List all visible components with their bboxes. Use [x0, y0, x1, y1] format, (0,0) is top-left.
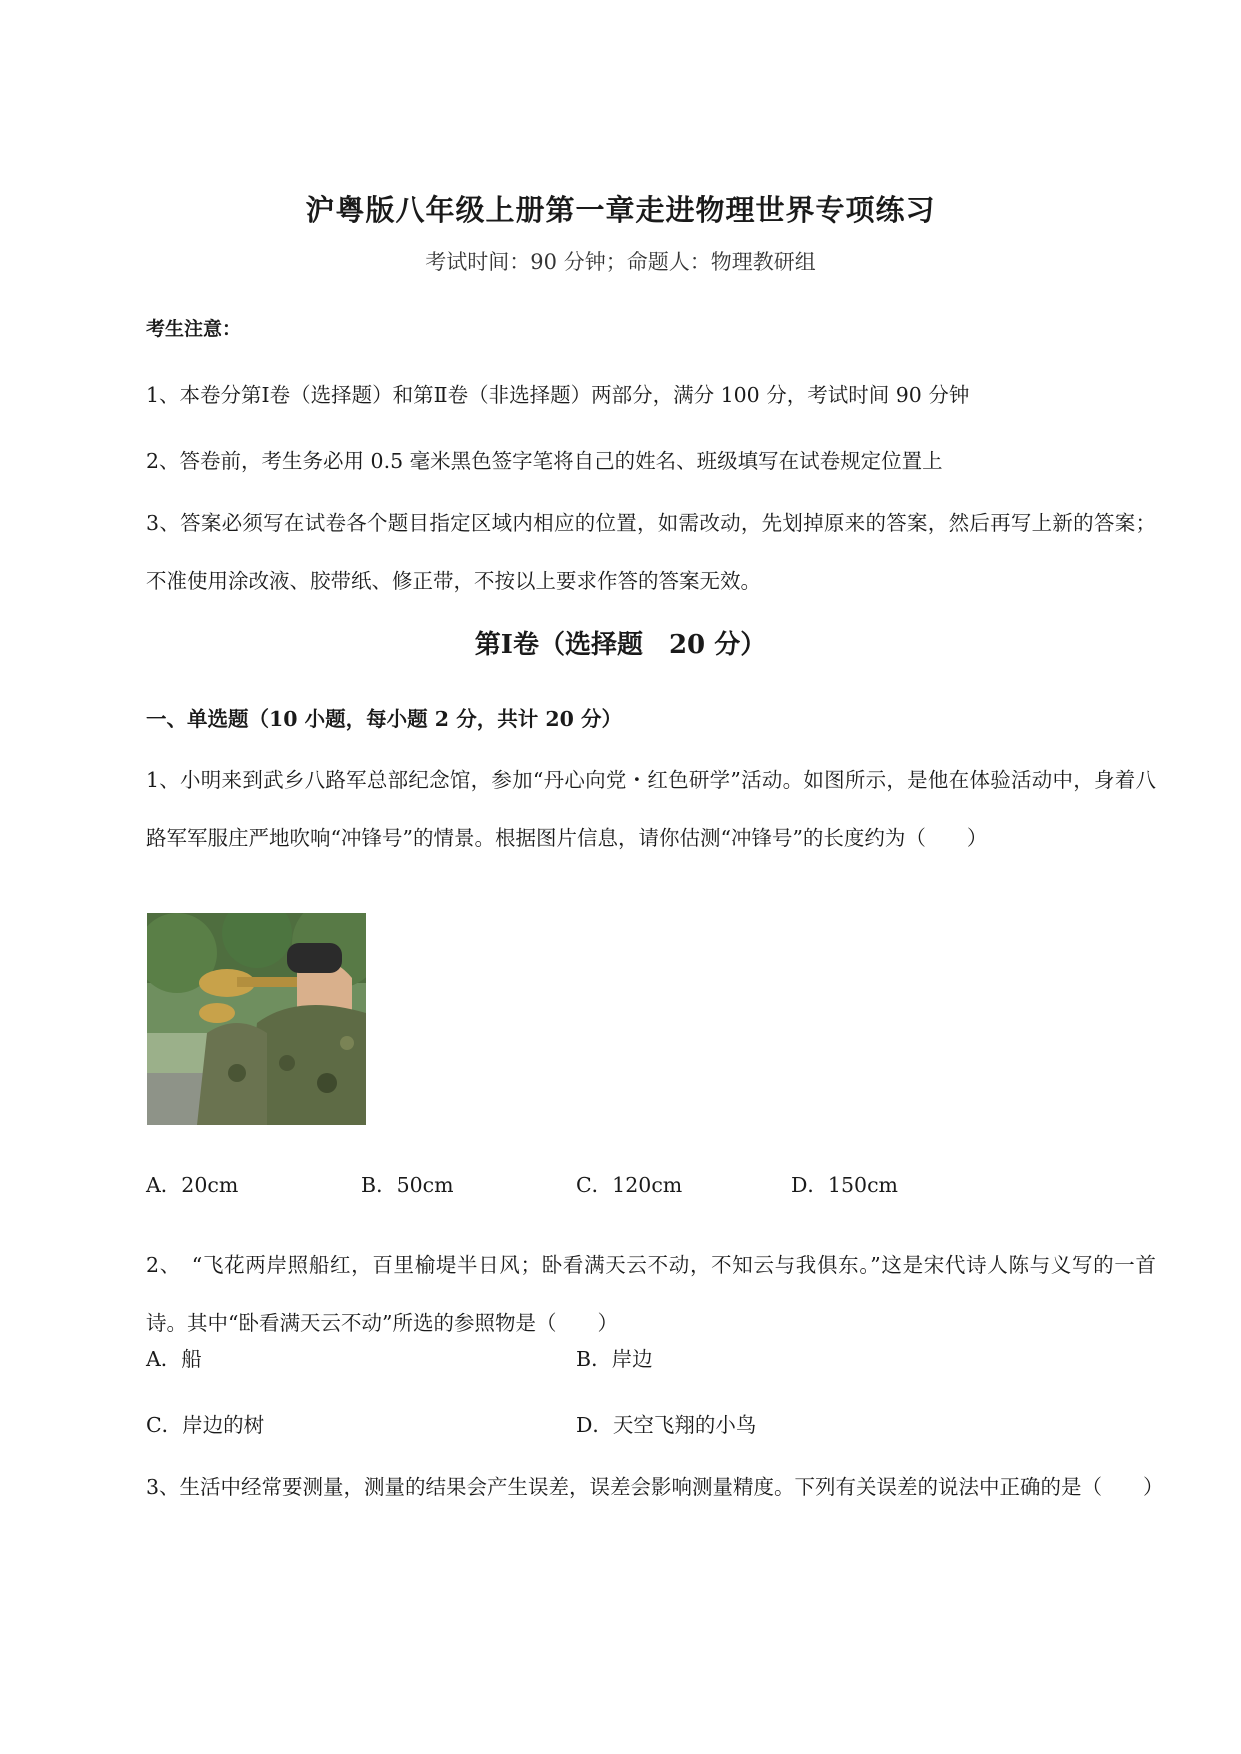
question-1-text: 1、小明来到武乡八路军总部纪念馆，参加“丹心向党・红色研学”活动。如图所示，是他在体验活动中，身着八路军军服庄严地吹响“冲锋号”的情景。根据图片信息，请你估测“冲锋号”的长度约为（ ） [146, 768, 1156, 850]
bugler-photo-illustration [147, 913, 366, 1125]
question-2-option-a: A．船 [146, 1347, 202, 1371]
notice-heading: 考生注意： [146, 318, 242, 340]
question-1-option-d: D．150cm [791, 1173, 898, 1197]
exam-info: 考试时间：90 分钟；命题人：物理教研组 [425, 250, 816, 274]
question-1-option-b: B．50cm [361, 1173, 454, 1197]
question-2-text: 2、 “飞花两岸照船红，百里榆堤半日风；卧看满天云不动，不知云与我俱东。”这是宋代诗人陈与义写的一首诗。其中“卧看满天云不动”所选的参照物是（ ） [146, 1253, 1156, 1335]
question-1-photo [147, 913, 366, 1125]
page-title: 沪粤版八年级上册第一章走进物理世界专项练习 [305, 193, 936, 227]
question-1-option-c: C．120cm [576, 1173, 683, 1197]
question-3-text: 3、生活中经常要测量，测量的结果会产生误差，误差会影响测量精度。下列有关误差的说法中正确的是（ ） [146, 1475, 1164, 1499]
question-1-option-a: A．20cm [146, 1173, 239, 1197]
section-title: 第Ⅰ卷（选择题 20 分） [474, 630, 767, 660]
notice-item-3: 3、答案必须写在试卷各个题目指定区域内相应的位置，如需改动，先划掉原来的答案，然后再写上新的答案；不准使用涂改液、胶带纸、修正带，不按以上要求作答的答案无效。 [146, 511, 1156, 593]
section-subheading: 一、单选题（10 小题，每小题 2 分，共计 20 分） [146, 707, 623, 731]
notice-item-2: 2、答卷前，考生务必用 0.5 毫米黑色签字笔将自己的姓名、班级填写在试卷规定位置上 [146, 449, 943, 473]
question-2-option-d: D．天空飞翔的小鸟 [576, 1413, 757, 1437]
question-2-option-b: B．岸边 [576, 1347, 653, 1371]
question-2-option-c: C．岸边的树 [146, 1413, 265, 1437]
notice-item-1: 1、本卷分第Ⅰ卷（选择题）和第Ⅱ卷（非选择题）两部分，满分 100 分，考试时间 90 分钟 [146, 383, 970, 407]
